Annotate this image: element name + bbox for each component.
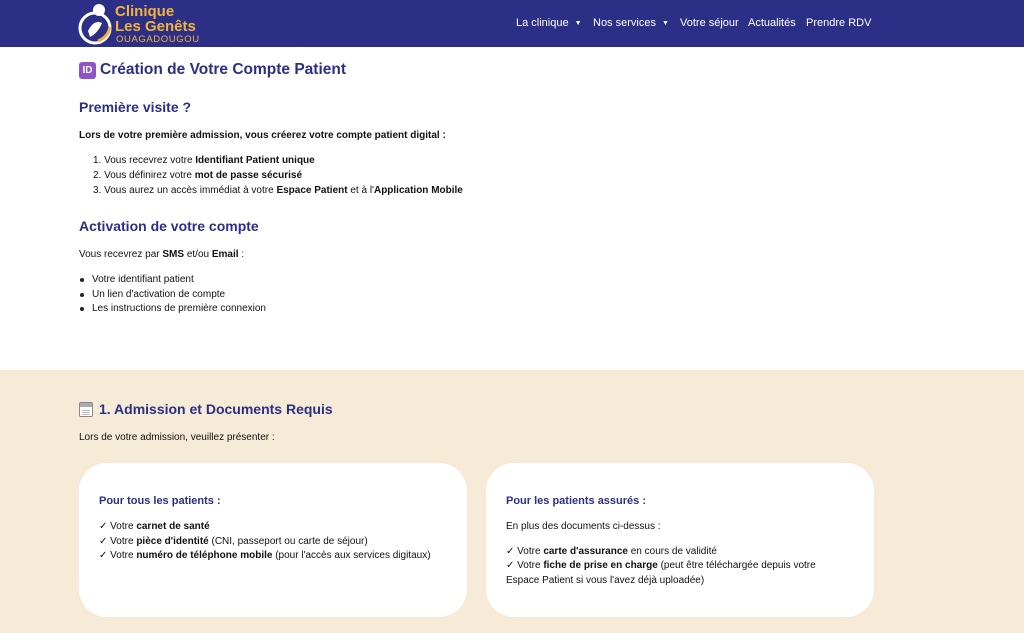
step-text: Vous définirez votre: [104, 170, 195, 181]
list-item: [506, 545, 717, 558]
intro-text: et/ou: [184, 249, 212, 260]
card-intro: En plus des documents ci-dessus :: [506, 521, 661, 532]
item-text: Votre: [110, 550, 137, 561]
page-title: [79, 60, 346, 80]
admission-title: 1. Admission et Documents Requis: [99, 401, 333, 417]
list-item: [93, 169, 302, 182]
item-text: (CNI, passeport ou carte de séjour): [208, 536, 368, 547]
list-item: [93, 184, 463, 197]
list-item: [506, 559, 816, 572]
bullet-icon: [80, 293, 84, 297]
nav-item-votre-sejour[interactable]: Votre séjour: [680, 17, 739, 29]
item-text: (pour l'accès aux services digitaux): [272, 550, 431, 561]
check-icon: ✓: [506, 560, 515, 571]
logo-mark-icon: [78, 1, 116, 46]
list-item-continuation: Espace Patient si vous l'avez déjà uploadée): [506, 575, 705, 586]
step-number: 2.: [93, 170, 102, 181]
step-number: 3.: [93, 185, 102, 196]
item-bold: carnet de santé: [136, 521, 210, 532]
list-item: [99, 549, 431, 562]
check-icon: ✓: [506, 546, 515, 557]
clinic-logo[interactable]: [78, 1, 208, 46]
item-text: en cours de validité: [627, 546, 717, 557]
card-insured-patients: [486, 463, 874, 617]
chevron-down-icon: ▼: [574, 20, 582, 27]
step-bold: mot de passe sécurisé: [194, 170, 303, 181]
step-text: et à l': [347, 185, 374, 196]
activation-heading: Activation de votre compte: [79, 218, 259, 234]
item-bold: numéro de téléphone mobile: [136, 550, 273, 561]
step-bold: Espace Patient: [276, 185, 348, 196]
item-bold: fiche de prise en charge: [543, 560, 658, 571]
bullet-icon: [80, 278, 84, 282]
logo-line-1: Clinique: [115, 3, 175, 20]
list-item: Votre identifiant patient: [92, 274, 194, 285]
item-text: Votre: [110, 536, 137, 547]
nav-item-prendre-rdv[interactable]: Prendre RDV: [806, 17, 872, 29]
nav-item-la-clinique[interactable]: [516, 17, 582, 31]
check-icon: ✓: [99, 536, 108, 547]
list-item: [99, 520, 210, 533]
card-heading: Pour tous les patients :: [99, 495, 221, 507]
step-bold: Identifiant Patient unique: [195, 155, 315, 166]
logo-line-2: Les Genêts: [115, 18, 196, 35]
item-bold: pièce d'identité: [136, 536, 209, 547]
intro-text: :: [238, 249, 245, 260]
id-icon: ID: [79, 62, 96, 79]
step-bold: Application Mobile: [373, 185, 463, 196]
step-text: Vous recevrez votre: [104, 155, 196, 166]
chevron-down-icon: ▼: [661, 20, 669, 27]
bullet-icon: [80, 307, 84, 311]
top-navigation-bar: [0, 0, 1024, 47]
list-item: [93, 154, 315, 167]
list-item: Un lien d'activation de compte: [92, 289, 226, 300]
item-bold: carte d'assurance: [543, 546, 628, 557]
activation-intro: [79, 248, 244, 261]
check-icon: ✓: [99, 550, 108, 561]
email-label: Email: [211, 249, 239, 260]
sms-label: SMS: [162, 249, 185, 260]
item-text: Votre: [517, 560, 544, 571]
logo-city: OUAGADOUGOU: [116, 34, 200, 45]
item-text: (peut être téléchargée depuis votre: [657, 560, 816, 571]
page-title-text: Création de Votre Compte Patient: [100, 61, 347, 78]
first-visit-heading: Première visite ?: [79, 99, 192, 115]
check-icon: ✓: [99, 521, 108, 532]
card-heading: Pour les patients assurés :: [506, 495, 646, 507]
calendar-icon: [79, 402, 93, 417]
nav-label: Nos services: [593, 17, 656, 29]
nav-item-nos-services[interactable]: [593, 17, 669, 31]
step-text: Vous aurez un accès immédiat à votre: [104, 185, 277, 196]
admission-heading: [79, 400, 333, 418]
admission-intro: Lors de votre admission, veuillez présenter :: [79, 432, 275, 443]
item-text: Votre: [517, 546, 544, 557]
list-item: [99, 535, 368, 548]
list-item: Les instructions de première connexion: [92, 303, 266, 314]
step-number: 1.: [93, 155, 102, 166]
item-text: Votre: [110, 521, 137, 532]
logo-text: [115, 4, 196, 34]
nav-item-actualites[interactable]: Actualités: [748, 17, 796, 29]
nav-label: La clinique: [516, 17, 569, 29]
first-visit-intro: Lors de votre première admission, vous créerez votre compte patient digital :: [79, 130, 446, 141]
intro-text: Vous recevrez par: [79, 249, 163, 260]
